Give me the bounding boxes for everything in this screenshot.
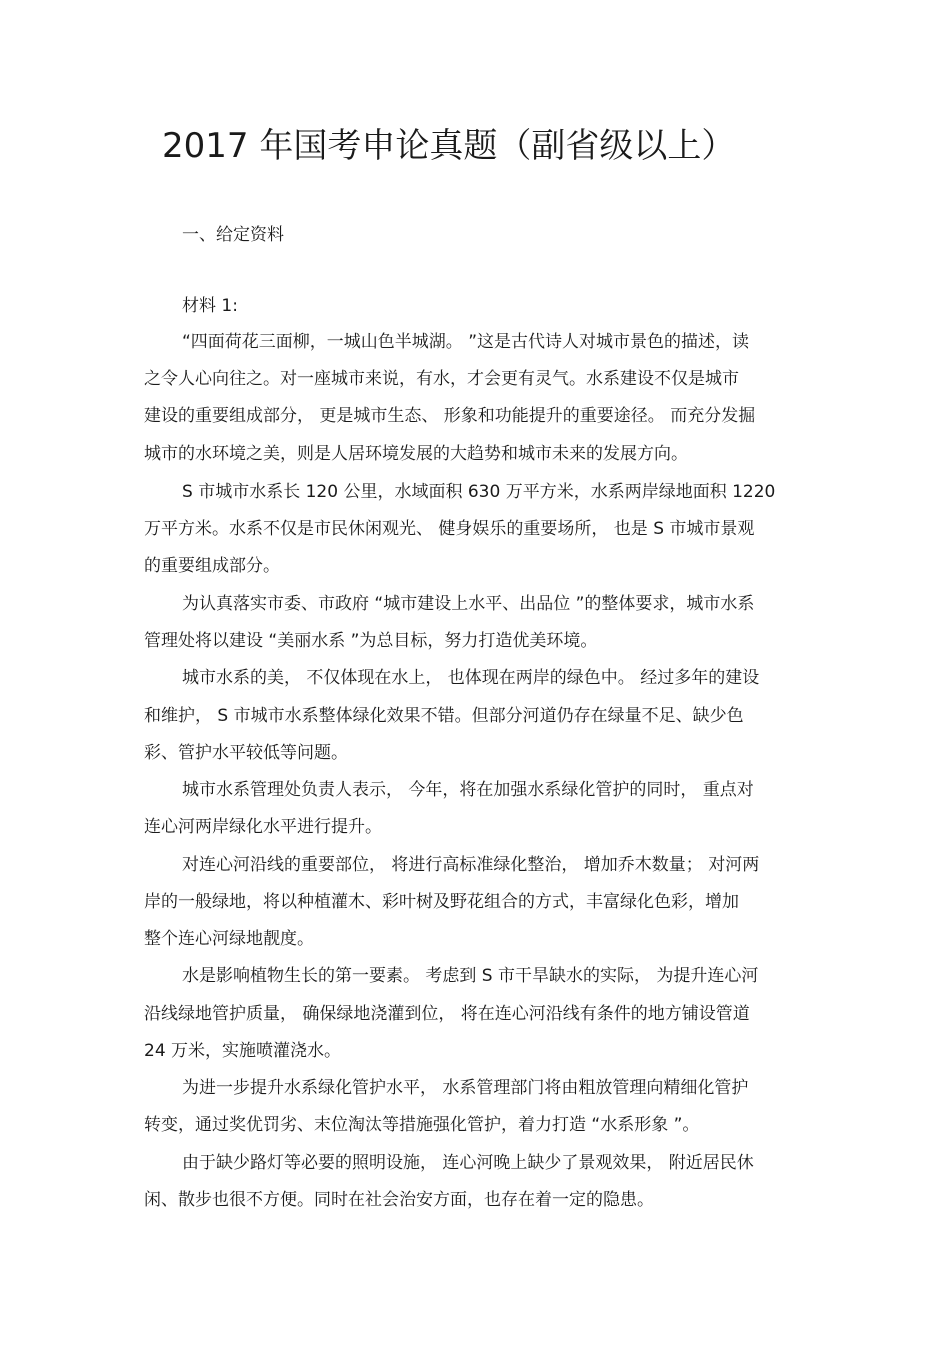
paragraph-line: 万平方米。水系不仅是市民休闲观光、 健身娱乐的重要场所， 也是 S 市城市景观 — [144, 519, 755, 539]
paragraph-line: 24 万米，实施喷灌浇水。 — [144, 1041, 342, 1061]
paragraph-line: 岸的一般绿地，将以种植灌木、彩叶树及野花组合的方式，丰富绿化色彩，增加 — [144, 892, 739, 912]
paragraph-line: 城市的水环境之美，则是人居环境发展的大趋势和城市未来的发展方向。 — [144, 444, 688, 464]
paragraph-line: “四面荷花三面柳，一城山色半城湖。 ”这是古代诗人对城市景色的描述，读 — [182, 332, 750, 352]
paragraph-line: 城市水系管理处负责人表示， 今年，将在加强水系绿化管护的同时， 重点对 — [182, 780, 754, 800]
paragraph-line: S 市城市水系长 120 公里，水域面积 630 万平方米，水系两岸绿地面积 1220 — [182, 482, 776, 502]
section-heading: 一、给定资料 — [182, 225, 284, 245]
document-title: 2017 年国考申论真题（副省级以上） — [162, 126, 736, 166]
paragraph-line: 建设的重要组成部分， 更是城市生态、 形象和功能提升的重要途径。 而充分发掘 — [144, 406, 756, 426]
paragraph-line: 彩、管护水平较低等问题。 — [144, 743, 348, 763]
paragraph-line: 管理处将以建设 “美丽水系 ”为总目标，努力打造优美环境。 — [144, 631, 598, 651]
paragraph-line: 之令人心向往之。对一座城市来说，有水，才会更有灵气。水系建设不仅是城市 — [144, 369, 739, 389]
paragraph-line: 和维护， S 市城市水系整体绿化效果不错。但部分河道仍存在绿量不足、缺少色 — [144, 706, 744, 726]
paragraph-line: 连心河两岸绿化水平进行提升。 — [144, 817, 382, 837]
paragraph-line: 的重要组成部分。 — [144, 556, 280, 576]
paragraph-line: 整个连心河绿地靓度。 — [144, 929, 314, 949]
paragraph-line: 水是影响植物生长的第一要素。 考虑到 S 市干旱缺水的实际， 为提升连心河 — [182, 966, 759, 986]
paragraph-line: 对连心河沿线的重要部位， 将进行高标准绿化整治， 增加乔木数量； 对河两 — [182, 855, 760, 875]
paragraph-line: 由于缺少路灯等必要的照明设施， 连心河晚上缺少了景观效果， 附近居民休 — [182, 1153, 754, 1173]
material-label: 材料 1: — [182, 296, 238, 316]
paragraph-line: 沿线绿地管护质量， 确保绿地浇灌到位， 将在连心河沿线有条件的地方铺设管道 — [144, 1004, 750, 1024]
paragraph-line: 转变，通过奖优罚劣、末位淘汰等措施强化管护，着力打造 “水系形象 ”。 — [144, 1115, 700, 1135]
paragraph-line: 为进一步提升水系绿化管护水平， 水系管理部门将由粗放管理向精细化管护 — [182, 1078, 749, 1098]
paragraph-line: 为认真落实市委、市政府 “城市建设上水平、出品位 ”的整体要求，城市水系 — [182, 594, 755, 614]
paragraph-line: 闲、散步也很不方便。同时在社会治安方面，也存在着一定的隐患。 — [144, 1190, 654, 1210]
paragraph-line: 城市水系的美， 不仅体现在水上， 也体现在两岸的绿色中。 经过多年的建设 — [182, 668, 760, 688]
